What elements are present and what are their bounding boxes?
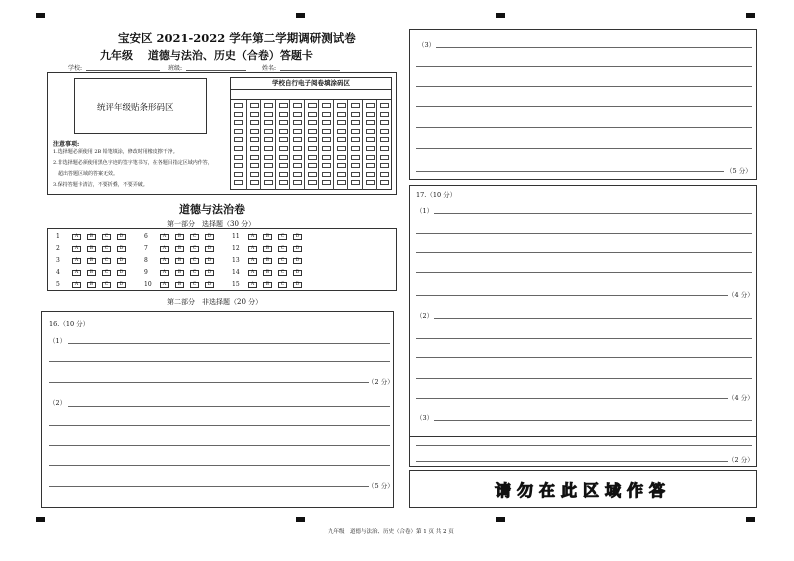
id-grid-bubble[interactable] [264,120,273,125]
registration-mark [746,13,755,18]
q16-part3-answer-box [409,29,757,180]
answer-line[interactable] [416,295,728,296]
id-grid-column [289,100,304,190]
id-grid-bubble[interactable] [308,137,317,142]
answer-bubble-b[interactable]: B [87,270,96,276]
id-grid-bubble[interactable] [293,120,302,125]
question-number: 12 [232,245,240,252]
answer-bubble-c[interactable]: C [102,234,111,240]
id-grid-bubble[interactable] [234,180,243,185]
answer-bubble-a[interactable]: A [160,282,169,288]
answer-line[interactable] [416,398,728,399]
answer-line[interactable] [416,66,752,67]
id-grid-column [304,100,319,190]
id-grid-bubble[interactable] [380,146,389,151]
id-grid-bubble[interactable] [366,137,375,142]
id-grid-bubble[interactable] [293,103,302,108]
part2-title: 第二部分 非选择题（20 分） [167,298,263,306]
answer-bubble-a[interactable]: A [72,246,81,252]
answer-line[interactable] [49,382,369,383]
answer-bubble-a[interactable]: A [248,234,257,240]
registration-mark [36,13,45,18]
id-grid-bubble[interactable] [308,129,317,134]
id-grid-column [318,100,333,190]
exam-title: 宝安区 2021-2022 学年第二学期调研测试卷 [118,31,356,45]
id-grid-bubble[interactable] [264,172,273,177]
question-number: 7 [144,245,148,252]
id-grid-bubble[interactable] [250,112,259,117]
id-grid-bubble[interactable] [293,137,302,142]
id-grid-bubble[interactable] [234,146,243,151]
id-grid-bubble[interactable] [250,146,259,151]
answer-line[interactable] [416,148,752,149]
id-grid-bubble[interactable] [264,137,273,142]
q16-part3-label: （3） [418,41,436,49]
id-grid-bubble[interactable] [337,103,346,108]
id-grid-bubble[interactable] [250,180,259,185]
registration-mark [296,517,305,522]
answer-bubble-c[interactable]: C [190,258,199,264]
id-grid-bubble[interactable] [351,146,360,151]
answer-bubble-b[interactable]: B [175,234,184,240]
id-grid-bubble[interactable] [322,137,331,142]
notice-item: 3.保持答题卡清洁，不要折叠，不要弄破。 [53,182,148,188]
id-grid-bubble[interactable] [322,155,331,160]
question-number: 3 [56,257,60,264]
part1-title: 第一部分 选择题（30 分） [167,220,256,228]
answer-bubble-a[interactable]: A [72,234,81,240]
barcode-area [74,78,207,134]
id-grid-bubble[interactable] [337,120,346,125]
answer-bubble-b[interactable]: B [263,246,272,252]
section-title: 道德与法治卷 [179,203,245,216]
id-grid-bubble[interactable] [264,112,273,117]
id-grid-bubble[interactable] [380,112,389,117]
id-grid-bubble[interactable] [380,137,389,142]
id-grid-bubble[interactable] [351,180,360,185]
answer-bubble-d[interactable]: D [117,258,126,264]
school-label: 学校: [68,65,83,72]
question-number: 8 [144,257,148,264]
no-answer-zone [409,470,757,508]
answer-bubble-b[interactable]: B [175,258,184,264]
id-grid-bubble[interactable] [366,172,375,177]
answer-bubble-d[interactable]: D [117,234,126,240]
answer-bubble-d[interactable]: D [205,234,214,240]
answer-bubble-d[interactable]: D [205,270,214,276]
question-number: 5 [56,281,60,288]
answer-bubble-d[interactable]: D [205,258,214,264]
id-grid-bubble[interactable] [234,155,243,160]
id-grid-bubble[interactable] [366,129,375,134]
answer-bubble-c[interactable]: C [278,246,287,252]
id-grid-bubble[interactable] [366,155,375,160]
answer-line[interactable] [68,343,390,344]
notice-item: 超出答题区域的答案无效。 [53,171,119,177]
id-grid-bubble[interactable] [234,112,243,117]
id-grid-bubble[interactable] [380,180,389,185]
id-grid-bubble[interactable] [250,163,259,168]
id-grid-bubble[interactable] [250,172,259,177]
id-grid-bubble[interactable] [380,163,389,168]
id-grid-bubble[interactable] [279,163,288,168]
id-grid-bubble[interactable] [380,129,389,134]
answer-bubble-b[interactable]: B [87,282,96,288]
answer-bubble-c[interactable]: C [278,270,287,276]
id-grid-bubble[interactable] [337,172,346,177]
answer-line[interactable] [416,445,752,446]
answer-bubble-a[interactable]: A [72,282,81,288]
id-grid-column [362,100,377,190]
answer-bubble-c[interactable]: C [102,270,111,276]
answer-line[interactable] [436,47,752,48]
answer-bubble-a[interactable]: A [72,258,81,264]
id-grid-bubble[interactable] [351,155,360,160]
id-grid-bubble[interactable] [293,155,302,160]
q17-part2-label: （2） [416,312,434,320]
id-grid-bubble[interactable] [322,112,331,117]
id-grid-bubble[interactable] [308,146,317,151]
answer-bubble-d[interactable]: D [293,282,302,288]
id-grid-bubble[interactable] [234,103,243,108]
q16-part2-label: （2） [49,399,67,407]
id-grid-column [246,100,261,190]
id-grid-bubble[interactable] [293,129,302,134]
id-grid-bubble[interactable] [380,103,389,108]
id-grid-bubble[interactable] [337,180,346,185]
q16-part1-label: （1） [49,337,67,345]
id-grid-bubble[interactable] [366,103,375,108]
id-grid-bubble[interactable] [308,103,317,108]
id-grid-bubble[interactable] [337,146,346,151]
id-grid-bubble[interactable] [293,180,302,185]
id-grid-bubble[interactable] [308,120,317,125]
barcode-area-label: 统评年级贴条形码区 [97,103,174,113]
id-grid-bubble[interactable] [293,172,302,177]
id-grid-bubble[interactable] [380,120,389,125]
answer-line[interactable] [416,86,752,87]
id-grid-bubble[interactable] [337,129,346,134]
id-grid-bubble[interactable] [380,172,389,177]
q16-answer-box [41,311,394,508]
id-grid-bubble[interactable] [351,137,360,142]
answer-line[interactable] [416,357,752,358]
answer-bubble-d[interactable]: D [117,246,126,252]
q17-part1-score: （4 分） [728,291,754,299]
school-field[interactable] [86,70,160,71]
answer-line[interactable] [49,425,390,426]
answer-bubble-a[interactable]: A [160,258,169,264]
answer-bubble-b[interactable]: B [263,234,272,240]
id-grid-bubble[interactable] [279,172,288,177]
id-grid-bubble[interactable] [279,103,288,108]
question-number: 13 [232,257,240,264]
registration-mark [496,517,505,522]
id-grid-bubble[interactable] [322,146,331,151]
registration-mark [746,517,755,522]
answer-bubble-c[interactable]: C [102,258,111,264]
answer-bubble-a[interactable]: A [248,246,257,252]
answer-bubble-a[interactable]: A [160,234,169,240]
id-grid-bubble[interactable] [308,163,317,168]
q17-part2-score: （4 分） [728,394,754,402]
answer-bubble-c[interactable]: C [102,282,111,288]
id-grid-bubble[interactable] [380,155,389,160]
q16-part2-score: （5 分） [368,482,394,490]
id-grid-bubble[interactable] [293,163,302,168]
multiple-choice-panel [47,228,397,291]
id-grid-bubble[interactable] [234,137,243,142]
id-grid-bubble[interactable] [234,120,243,125]
q17-answer-box [409,185,757,437]
answer-line[interactable] [49,445,390,446]
id-grid-bubble[interactable] [351,172,360,177]
id-grid-bubble[interactable] [308,172,317,177]
answer-line[interactable] [49,486,369,487]
q16-part3-score: （5 分） [726,167,752,175]
answer-bubble-b[interactable]: B [263,270,272,276]
answer-line[interactable] [416,233,752,234]
answer-bubble-a[interactable]: A [248,258,257,264]
id-grid-bubble[interactable] [264,180,273,185]
name-label: 姓名: [262,65,277,72]
no-answer-zone-label: 请勿在此区域作答 [494,481,671,500]
notice-item: 2.非选择题必须使用黑色字迹的签字笔书写，在各题目指定区域内作答， [53,160,213,166]
answer-bubble-d[interactable]: D [293,234,302,240]
answer-line[interactable] [434,318,752,319]
answer-line[interactable] [434,213,752,214]
id-grid-bubble[interactable] [279,137,288,142]
id-grid-bubble[interactable] [264,163,273,168]
id-grid-bubble[interactable] [250,137,259,142]
id-grid-bubble[interactable] [250,129,259,134]
id-grid-bubble[interactable] [250,103,259,108]
q16-part1-score: （2 分） [368,378,394,386]
class-label: 班级: [168,65,183,72]
question-number: 6 [144,233,148,240]
name-field[interactable] [280,70,340,71]
id-grid-column [347,100,362,190]
id-grid-bubble[interactable] [351,129,360,134]
answer-line[interactable] [416,127,752,128]
id-grid-bubble[interactable] [322,180,331,185]
id-grid-bubble[interactable] [234,163,243,168]
answer-bubble-d[interactable]: D [293,258,302,264]
answer-bubble-a[interactable]: A [160,270,169,276]
q17-part1-label: （1） [416,207,434,215]
question-number: 1 [56,233,60,240]
class-field[interactable] [186,70,246,71]
id-grid-column [260,100,275,190]
id-grid-bubble[interactable] [234,172,243,177]
id-grid-bubble[interactable] [337,163,346,168]
answer-bubble-b[interactable]: B [263,258,272,264]
registration-mark [36,517,45,522]
answer-line[interactable] [68,406,390,407]
q17-part3-continued [409,437,757,467]
answer-bubble-b[interactable]: B [87,258,96,264]
registration-mark [496,13,505,18]
answer-bubble-d[interactable]: D [117,270,126,276]
id-grid-bubble[interactable] [322,172,331,177]
answer-line[interactable] [416,252,752,253]
answer-bubble-d[interactable]: D [117,282,126,288]
id-grid-bubble[interactable] [351,112,360,117]
notice-item: 1.选择题必须使用 2B 铅笔填涂，修改时用橡皮擦干净。 [53,149,178,155]
id-grid-write-row[interactable] [231,89,391,100]
id-grid-bubble[interactable] [366,146,375,151]
answer-bubble-c[interactable]: C [278,282,287,288]
question-number: 9 [144,269,148,276]
answer-bubble-d[interactable]: D [205,282,214,288]
exam-subtitle: 九年级 道德与法治、历史（合卷）答题卡 [100,49,313,62]
id-grid-bubble[interactable] [264,146,273,151]
answer-bubble-a[interactable]: A [72,270,81,276]
answer-line[interactable] [416,106,752,107]
question-number: 11 [232,233,240,240]
id-grid-bubble[interactable] [279,129,288,134]
id-grid-bubble[interactable] [351,163,360,168]
answer-bubble-c[interactable]: C [190,270,199,276]
id-grid-bubble[interactable] [322,120,331,125]
answer-line[interactable] [434,420,752,421]
id-grid-bubble[interactable] [279,120,288,125]
id-grid-bubble[interactable] [366,120,375,125]
id-grid-bubble[interactable] [264,155,273,160]
answer-bubble-b[interactable]: B [175,270,184,276]
q17-label: 17.（10 分） [416,191,457,199]
question-number: 2 [56,245,60,252]
answer-line[interactable] [416,461,728,462]
answer-bubble-a[interactable]: A [248,270,257,276]
id-grid-bubble[interactable] [322,103,331,108]
answer-bubble-c[interactable]: C [102,246,111,252]
page-footer: 九年级 道德与法治、历史（合卷）第 1 页 共 2 页 [328,529,454,535]
id-grid-bubble[interactable] [308,180,317,185]
answer-line[interactable] [416,338,752,339]
id-grid-bubble[interactable] [322,129,331,134]
answer-bubble-a[interactable]: A [160,246,169,252]
question-number: 10 [144,281,152,288]
answer-line[interactable] [416,171,724,172]
id-grid-bubble[interactable] [264,129,273,134]
id-grid-bubble[interactable] [366,180,375,185]
answer-bubble-a[interactable]: A [248,282,257,288]
q17-part3-score: （2 分） [728,456,754,464]
id-grid-bubble[interactable] [293,112,302,117]
answer-line[interactable] [49,465,390,466]
registration-mark [296,13,305,18]
id-grid-bubble[interactable] [366,112,375,117]
id-grid-bubble[interactable] [250,120,259,125]
q17-part3-label: （3） [416,414,434,422]
id-grid-bubble[interactable] [322,163,331,168]
answer-bubble-d[interactable]: D [205,246,214,252]
answer-bubble-b[interactable]: B [87,246,96,252]
id-grid-bubble[interactable] [308,155,317,160]
question-number: 4 [56,269,60,276]
id-grid-bubble[interactable] [279,155,288,160]
id-grid [230,77,392,190]
answer-bubble-b[interactable]: B [175,282,184,288]
id-grid-bubble[interactable] [337,155,346,160]
id-grid-bubble[interactable] [337,137,346,142]
id-grid-bubble[interactable] [250,155,259,160]
id-grid-title: 学校自行电子阅卷填涂码区 [231,78,391,90]
id-grid-column [231,100,245,190]
id-grid-bubble[interactable] [351,103,360,108]
id-grid-bubble[interactable] [366,163,375,168]
id-grid-bubble[interactable] [279,180,288,185]
answer-bubble-c[interactable]: C [190,234,199,240]
id-grid-bubble[interactable] [308,112,317,117]
question-number: 14 [232,269,240,276]
answer-bubble-b[interactable]: B [263,282,272,288]
id-grid-bubble[interactable] [351,120,360,125]
answer-bubble-c[interactable]: C [278,258,287,264]
answer-bubble-c[interactable]: C [278,234,287,240]
answer-line[interactable] [416,378,752,379]
answer-line[interactable] [416,272,752,273]
answer-bubble-c[interactable]: C [190,246,199,252]
id-grid-bubbles[interactable] [231,100,391,190]
answer-bubble-b[interactable]: B [175,246,184,252]
answer-bubble-b[interactable]: B [87,234,96,240]
id-grid-bubble[interactable] [293,146,302,151]
question-number: 15 [232,281,240,288]
id-grid-bubble[interactable] [337,112,346,117]
id-grid-bubble[interactable] [234,129,243,134]
answer-bubble-d[interactable]: D [293,246,302,252]
answer-line[interactable] [49,361,390,362]
id-grid-bubble[interactable] [279,112,288,117]
answer-bubble-d[interactable]: D [293,270,302,276]
q16-label: 16.（10 分） [49,320,90,328]
id-grid-column [275,100,290,190]
notice-title: 注意事项: [53,141,80,148]
id-grid-column [376,100,391,190]
id-grid-bubble[interactable] [279,146,288,151]
id-grid-column [333,100,348,190]
id-grid-bubble[interactable] [264,103,273,108]
answer-bubble-c[interactable]: C [190,282,199,288]
